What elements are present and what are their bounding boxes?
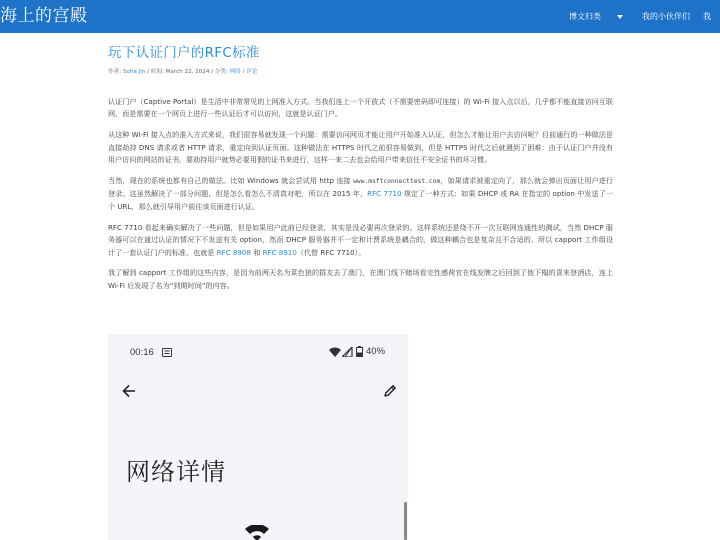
cell-signal-icon bbox=[342, 347, 353, 357]
rfc7710-link[interactable]: RFC 7710 bbox=[367, 189, 402, 199]
rfc8910-link[interactable]: RFC 8910 bbox=[262, 247, 297, 257]
category-prefix: / 分类: bbox=[209, 69, 230, 75]
p3-text-c: 规定了一种方式：如果 DHCP 或 RA 在指定的 option 中发送了一个 URL，那么就引导用户前往该页面进行认证。 bbox=[108, 189, 613, 211]
nav-archive-label: 博文归类 bbox=[569, 12, 601, 21]
article bbox=[108, 42, 613, 301]
date-prefix: / 时间: bbox=[145, 69, 166, 75]
p3-text-b: ，如果请求被重定向了，那么就会弹出页面让用户进行登录。这虽然解决了一部分问题，但是怎么看怎么不清真对吧，所以在 2015 年， bbox=[108, 176, 614, 199]
p3-text-a: 当然，现在的系统也都有自己的做法。比如 Windows 就会尝试用 http 连接 bbox=[108, 176, 354, 186]
phone-screenshot-image bbox=[108, 334, 408, 540]
phone-status-time: 00:16 bbox=[130, 347, 154, 358]
post-content bbox=[108, 96, 613, 292]
paragraph-1: 认证门户（Captive Portal）是生活中非常常见的上网准入方式。当我们连上一个开放式（不需要密码即可连接）的 Wi-Fi 接入点以后，几乎都不能直接访问互联网，而是需要在一个网页上进行一些认证后才可以访问，这就是认证门户。 bbox=[108, 97, 613, 119]
nav-archive-dropdown[interactable] bbox=[569, 0, 623, 33]
top-navbar bbox=[0, 0, 720, 33]
paragraph-2: 从这种 Wi-Fi 接入点的准入方式来说，我们很容易就发现一个问题：需要访问网页才能让用户开始准入认证，但怎么才能让用户去访问呢？目前通行的一种做法是直接劫持 DNS 请求或者 HTTP 请求，重定向到认证页面。这种做法在 HTTPS 时代之前很容易做到，但是 HTTPS 时代之后就遇到了困难：由于认证门户并没有用户访问的网站的证书，要劫持用户就势必要用假的证书来进行，这样一来二去也会给用户带来信任不安全证书的坏习惯。 bbox=[108, 130, 613, 165]
post-date: March 22, 2024 bbox=[165, 69, 210, 75]
edit-pencil-icon bbox=[383, 384, 397, 398]
paragraph-3 bbox=[108, 175, 613, 213]
comments-link[interactable]: 评论 bbox=[246, 69, 258, 75]
phone-status-icons bbox=[329, 346, 385, 357]
author-link[interactable]: Soha Jin bbox=[122, 69, 146, 75]
caret-down-icon bbox=[617, 15, 623, 19]
rfc8908-link[interactable]: RFC 8908 bbox=[216, 247, 251, 257]
phone-scrollbar bbox=[404, 502, 407, 540]
post-title[interactable]: 玩下认证门户的RFC标准 bbox=[108, 45, 260, 61]
p4-text-a: RFC 7710 看起来确实解决了一些问题，但是如果用户此前已经登录，其实是没必要再次登录的。这样系统还是绕不开一次互联网连通性的测试，当然 DHCP 服务器可以在通过认证的情况下不发送有关 option，然而 DHCP 服务器并不一定和计费系统是耦合的，做这种耦合也是复杂且不合适的。所以 capport 工作组设计了一套认证门户的标准，也就是 bbox=[108, 222, 613, 257]
nav-friends-link[interactable]: 我的小伙伴们 bbox=[642, 12, 690, 21]
network-details-heading: 网络详情 bbox=[126, 458, 226, 486]
wifi-status-icon bbox=[329, 347, 341, 357]
p4-text-b: （代替 RFC 7710）。 bbox=[296, 247, 366, 257]
battery-icon bbox=[356, 346, 363, 357]
paragraph-5: 我了解到 capport 工作组的这些内容，是因为前两天名为菜色狼的群友去了澳门，在澳门线下赌场看完性感荷官在线发牌之后回到了他下榻的喜来登酒店，连上 Wi-Fi 后发现了名为“到期时间”的内容。 bbox=[108, 268, 613, 290]
notification-icon bbox=[162, 348, 172, 357]
paragraph-4 bbox=[108, 222, 613, 259]
author-prefix: 作者: bbox=[108, 69, 123, 75]
battery-percentage: 40% bbox=[366, 346, 386, 357]
inline-code-domain: www.msftconnecttest.com bbox=[353, 178, 441, 186]
post-meta bbox=[108, 68, 613, 77]
site-title[interactable]: 海上的宫殿 bbox=[0, 6, 88, 26]
category-link[interactable]: 网络 bbox=[229, 69, 241, 75]
p4-text-mid: 和 bbox=[250, 247, 263, 257]
nav-me-link[interactable]: 我 bbox=[703, 12, 711, 21]
back-arrow-icon bbox=[122, 384, 136, 398]
wifi-large-icon bbox=[244, 525, 270, 540]
meta-separator: / bbox=[240, 69, 247, 75]
